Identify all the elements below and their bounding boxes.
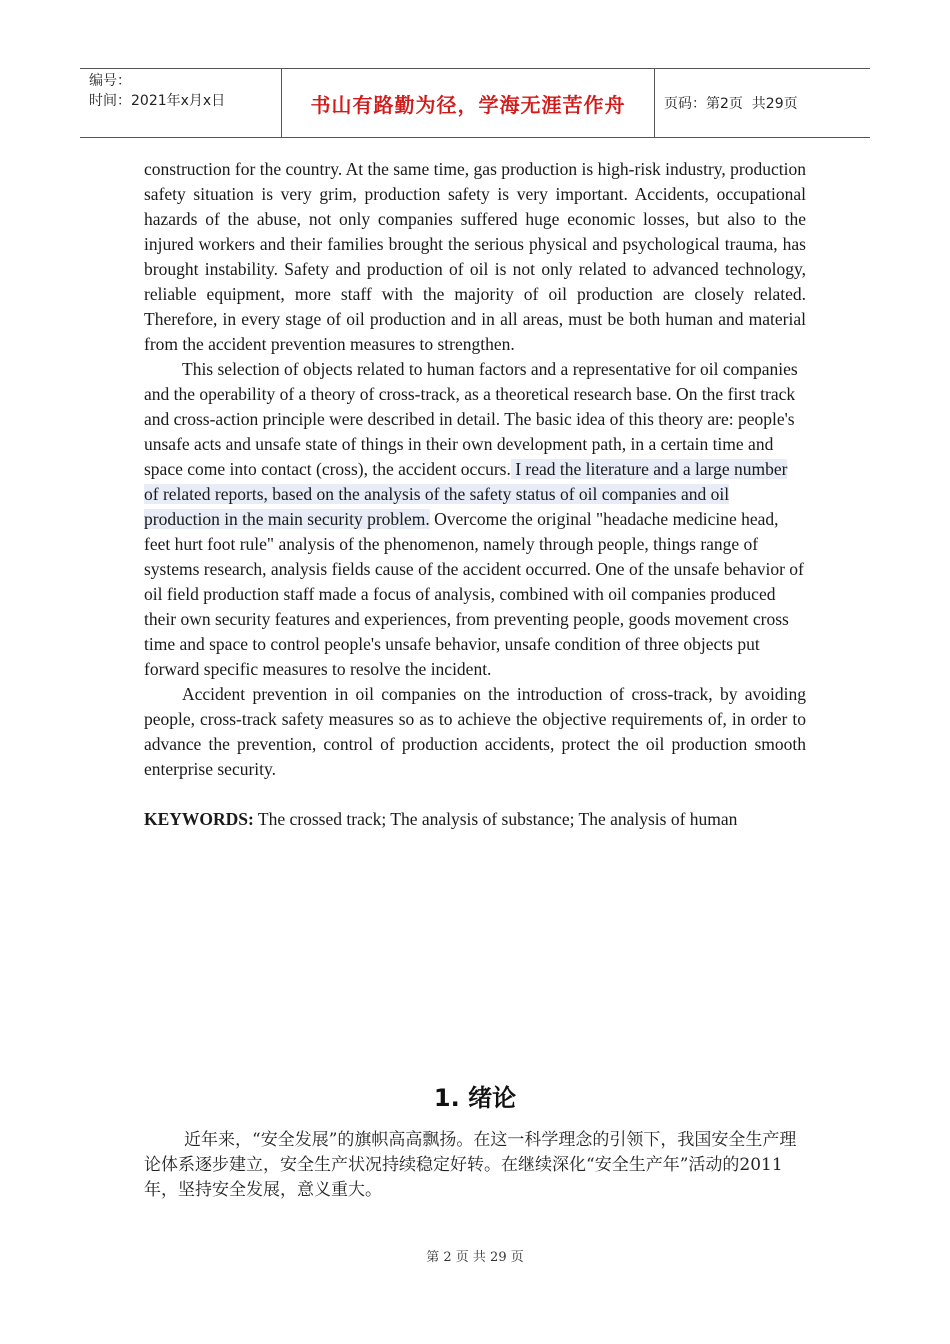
keywords-line — [144, 807, 806, 832]
header-date-label: 时间：2021年x月x日 — [89, 93, 226, 109]
keywords-label: KEYWORDS: — [144, 809, 254, 829]
abstract-paragraph-2 — [144, 357, 806, 682]
abstract-paragraph-1: construction for the country. At the same time, gas production is high-risk industry, production safety situation is very grim, production safety is very important. Accidents, occupational hazards of the abuse, not only companies suffered huge economic losses, but also to the injured workers and their families brought the serious physical and psychological trauma, has brought instability. Safety and production of oil is not only related to advanced technology, reliable equipment, more staff with the majority of oil production are closely related. Therefore, in every stage of oil production and in all areas, must be both human and material from the accident prevention measures to strengthen. — [144, 159, 806, 354]
abstract-paragraph-2-text-a: This selection of objects related to human factors and a representative for oil companies and the operability of a theory of cross-track, as a theoretical research base. On the first track and cross-action principle were described in detail. The basic idea of this theory are: people's unsafe acts and unsafe state of things in their own development path, in a certain time and space come into contact (cross), the accident occurs. — [144, 359, 798, 479]
keywords-text: The crossed track; The analysis of substance; The analysis of human — [253, 809, 738, 829]
header-code-label: 编号： — [89, 73, 131, 89]
highlighted-selection: I read the literature and a large number of related reports, based on the analysis of the safety status of oil companies and oil production in the main security problem. — [144, 459, 788, 529]
page-footer: 第 2 页 共 29 页 — [426, 1250, 524, 1265]
header-motto: 书山有路勤为径，学海无涯苦作舟 — [282, 69, 655, 137]
document-header — [80, 68, 870, 138]
header-page-label: 页码：第2页 共29页 — [664, 96, 798, 112]
header-page-info — [655, 69, 870, 137]
section-title: 1. 绪论 — [433, 1084, 517, 1112]
abstract-paragraph-2-text-b: Overcome the original "headache medicine head, feet hurt foot rule" analysis of the phenomenon, namely through people, things range of systems research, analysis fields cause of the accident occurred. One of the unsafe behavior of oil field production staff made a focus of analysis, combined with oil companies produced their own security features and experiences, from preventing people, goods movement cross time and space to control people's unsafe behavior, unsafe condition of three objects put forward specific measures to resolve the incident. — [144, 509, 804, 679]
abstract-paragraph-3: Accident prevention in oil companies on the introduction of cross-track, by avoiding people, cross-track safety measures so as to achieve the objective requirements of, in order to advance the prevention, control of production accidents, protect the oil production smooth enterprise security. — [144, 684, 806, 779]
abstract-body — [144, 157, 806, 832]
section-paragraph: 近年来，“安全发展”的旗帜高高飘扬。在这一科学理念的引领下，我国安全生产理论体系逐步建立，安全生产状况持续稳定好转。在继续深化“安全生产年”活动的2011年，坚持安全发展，意义重大。 — [144, 1130, 797, 1200]
header-meta — [80, 69, 282, 137]
